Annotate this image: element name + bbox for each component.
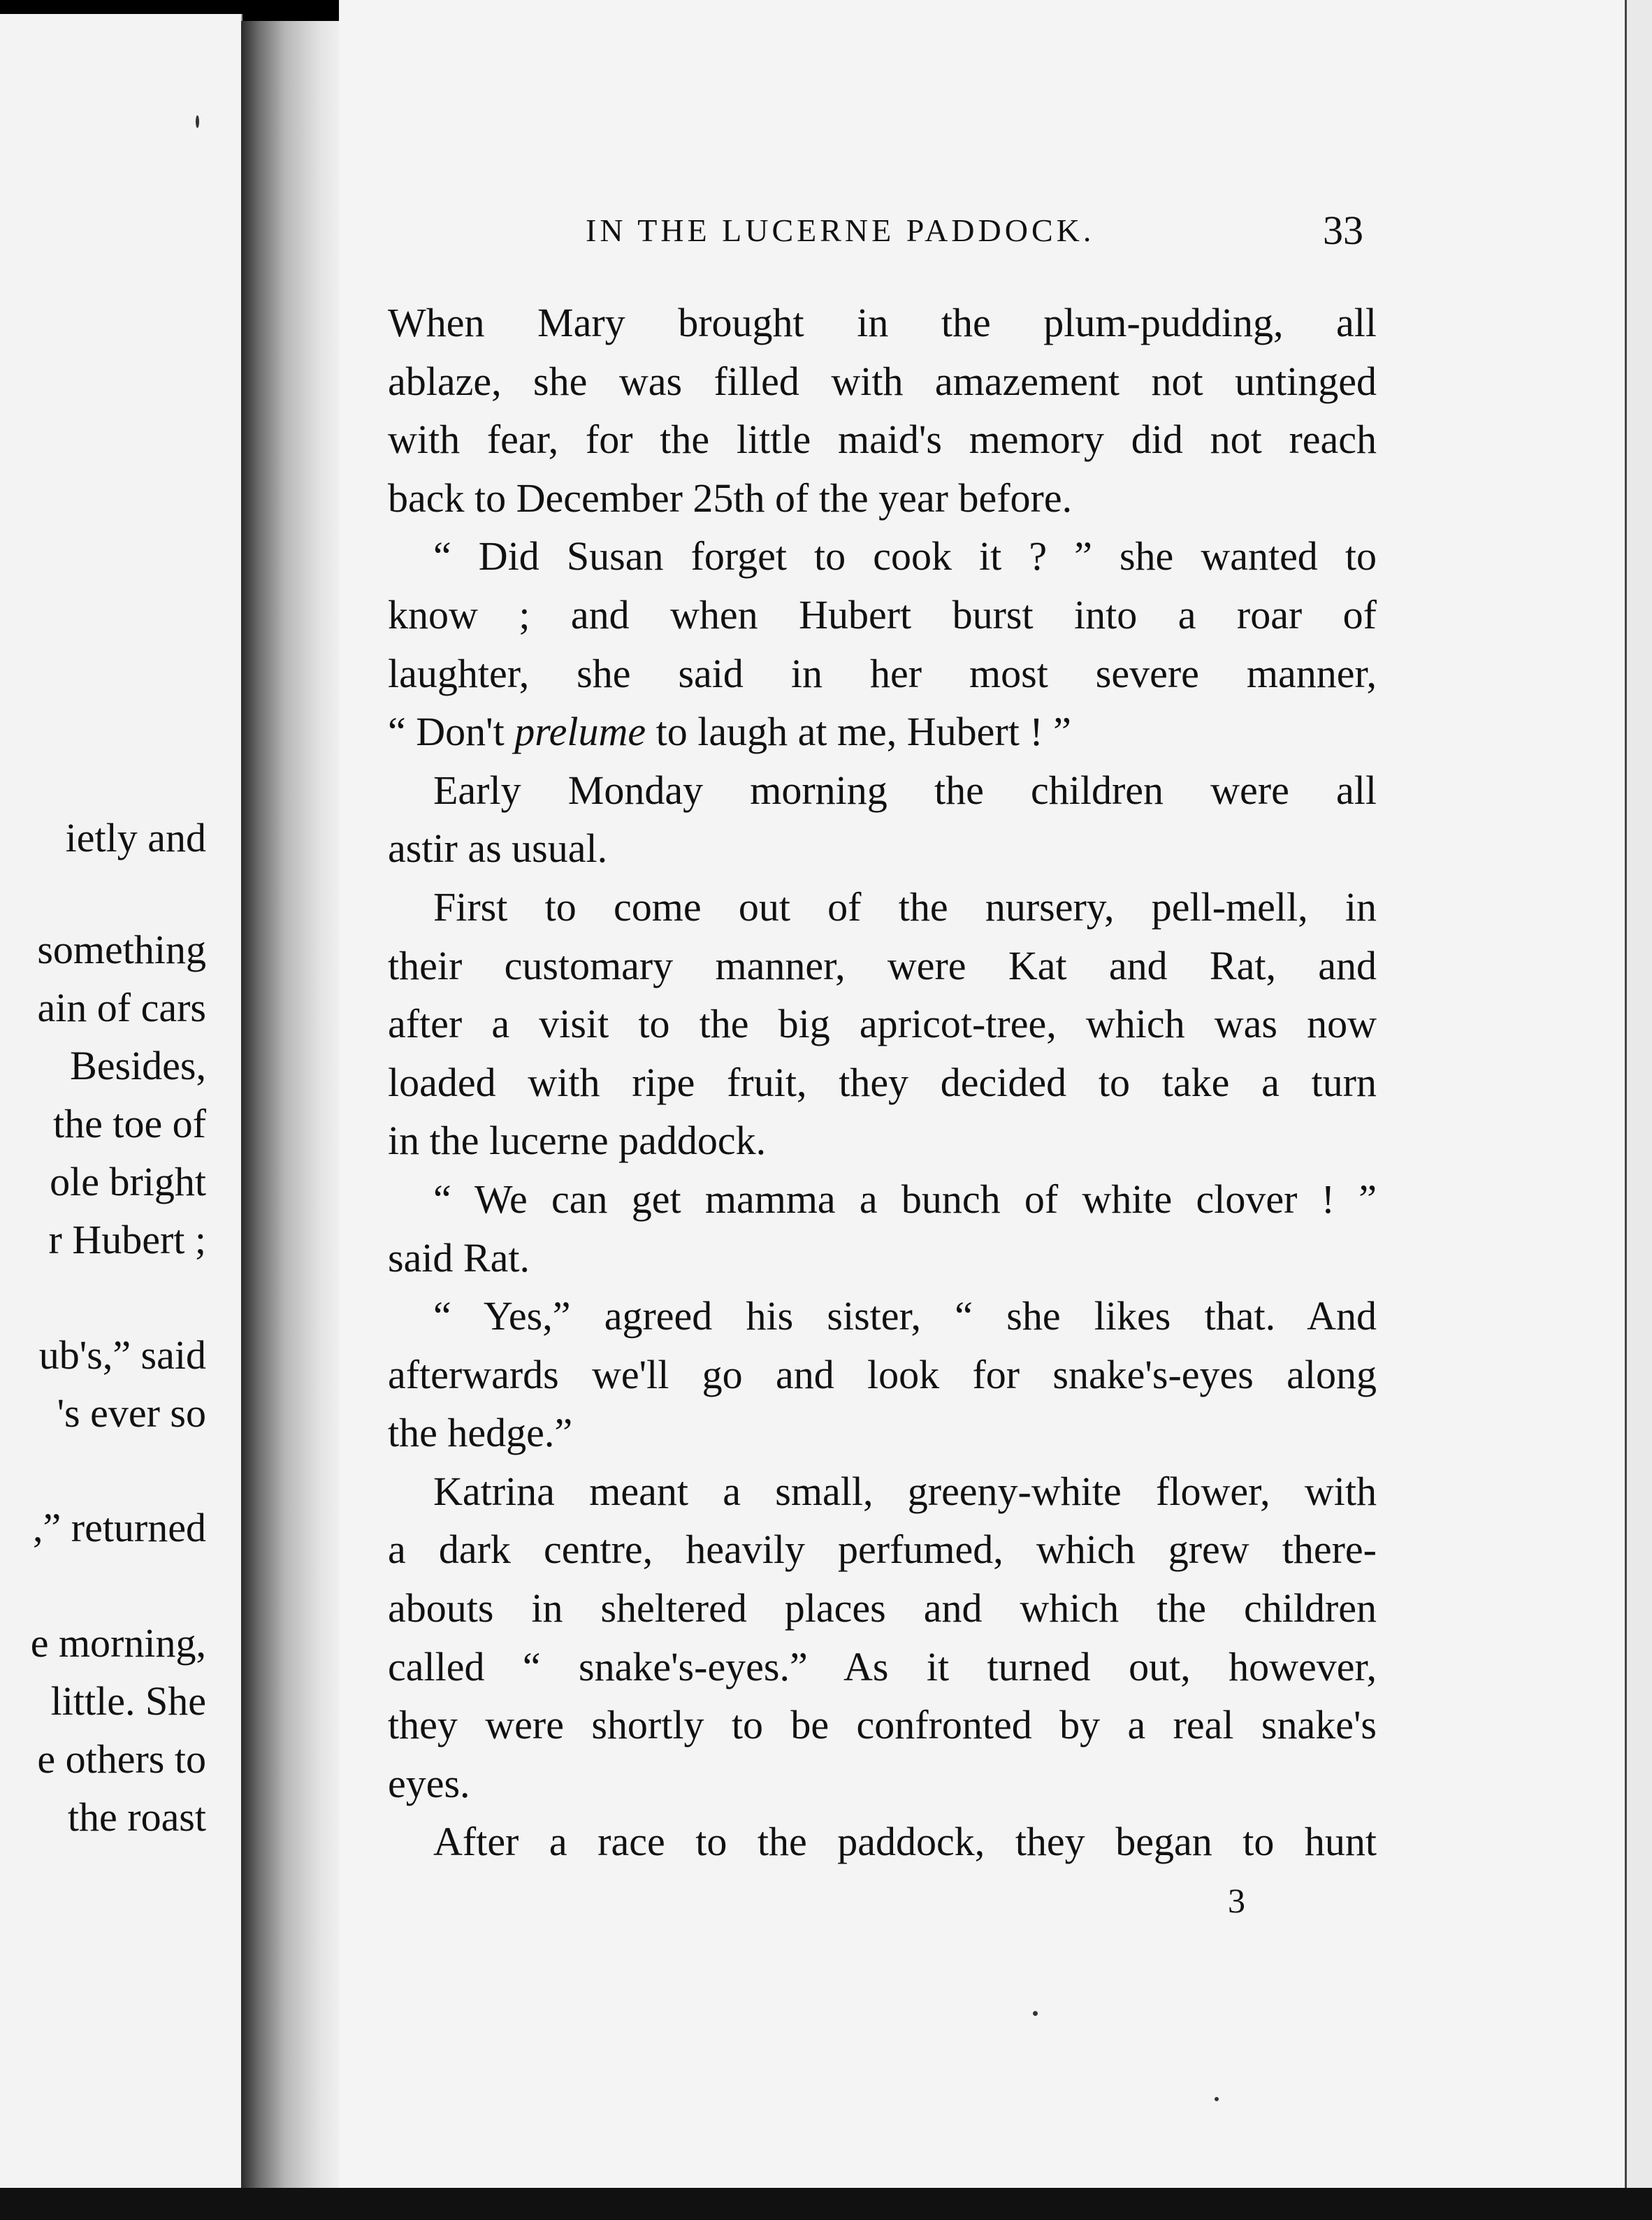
text-line: back to December 25th of the year before. xyxy=(388,475,1073,521)
left-page-line: r Hubert ; xyxy=(48,1217,206,1262)
left-page-fragment xyxy=(0,14,242,2209)
text-line: said Rat. xyxy=(388,1234,530,1281)
left-page-line: the toe of xyxy=(52,1101,206,1146)
book-gutter-shadow xyxy=(241,21,339,2202)
text-line: called “ snake's-eyes.” As it turned out, however, xyxy=(388,1643,1377,1689)
scan-speck xyxy=(1033,2011,1038,2016)
left-page-line: something xyxy=(37,927,206,972)
text-line: Katrina meant a small, greeny-white flower, with xyxy=(433,1468,1377,1514)
text-line xyxy=(388,702,1377,761)
signature-mark: 3 xyxy=(1228,1881,1245,1920)
scan-border xyxy=(0,2188,1652,2220)
text-line: eyes. xyxy=(388,1760,470,1806)
left-page-line: e others to xyxy=(37,1736,206,1782)
left-page-line: Besides, xyxy=(70,1043,206,1088)
left-page-line: ,” returned xyxy=(33,1505,206,1550)
text-line: they were shortly to be confronted by a real snake's xyxy=(388,1702,1377,1748)
text-fragment: “ Don't xyxy=(388,709,515,755)
text-line: in the lucerne paddock. xyxy=(388,1118,767,1164)
text-line: their customary manner, were Kat and Rat, and xyxy=(388,942,1377,988)
text-line: astir as usual. xyxy=(388,826,608,872)
left-page-line: ole bright xyxy=(50,1159,206,1204)
text-line: First to come out of the nursery, pell-mell, in xyxy=(433,884,1377,930)
text-line: a dark centre, heavily perfumed, which grew there- xyxy=(388,1527,1377,1573)
text-line: with fear, for the little maid's memory did not reach xyxy=(388,417,1377,463)
left-page-line: ain of cars xyxy=(37,985,206,1030)
text-line: abouts in sheltered places and which the children xyxy=(388,1585,1377,1631)
text-line: know ; and when Hubert burst into a roar of xyxy=(388,591,1377,637)
left-page-line: 's ever so xyxy=(57,1390,206,1436)
text-line: “ Yes,” agreed his sister, “ she likes that. And xyxy=(433,1293,1377,1339)
text-line: ablaze, she was filled with amazement not untinged xyxy=(388,358,1377,404)
text-line: After a race to the paddock, they began to hunt xyxy=(433,1819,1377,1865)
page-number: 33 xyxy=(1323,208,1363,253)
text-line: afterwards we'll go and look for snake's-eyes along xyxy=(388,1351,1377,1397)
text-line: Early Monday morning the children were all xyxy=(433,767,1377,813)
left-page-line: little. She xyxy=(50,1678,206,1724)
page-edge xyxy=(1625,0,1652,2220)
text-line: after a visit to the big apricot-tree, which was now xyxy=(388,1001,1377,1047)
body-text xyxy=(388,294,1377,1871)
scan-speck xyxy=(1215,2097,1219,2101)
text-line: the hedge.” xyxy=(388,1410,573,1456)
left-page-line: ietly and xyxy=(65,815,206,860)
left-page-line: the roast xyxy=(67,1794,206,1840)
running-head: IN THE LUCERNE PADDOCK. xyxy=(586,212,1095,248)
text-line: “ Did Susan forget to cook it ? ” she wanted to xyxy=(433,533,1377,579)
italic-word: prelume xyxy=(514,709,646,755)
text-line: loaded with ripe fruit, they decided to take a turn xyxy=(388,1059,1377,1105)
text-line: When Mary brought in the plum-pudding, all xyxy=(388,300,1377,345)
scan-speck xyxy=(196,115,199,128)
text-line: “ We can get mamma a bunch of white clover ! ” xyxy=(433,1176,1377,1222)
left-page-line: e morning, xyxy=(30,1620,206,1666)
left-page-line: ub's,” said xyxy=(38,1332,206,1378)
text-fragment: to laugh at me, Hubert ! ” xyxy=(646,709,1071,755)
text-line: laughter, she said in her most severe manner, xyxy=(388,650,1377,696)
